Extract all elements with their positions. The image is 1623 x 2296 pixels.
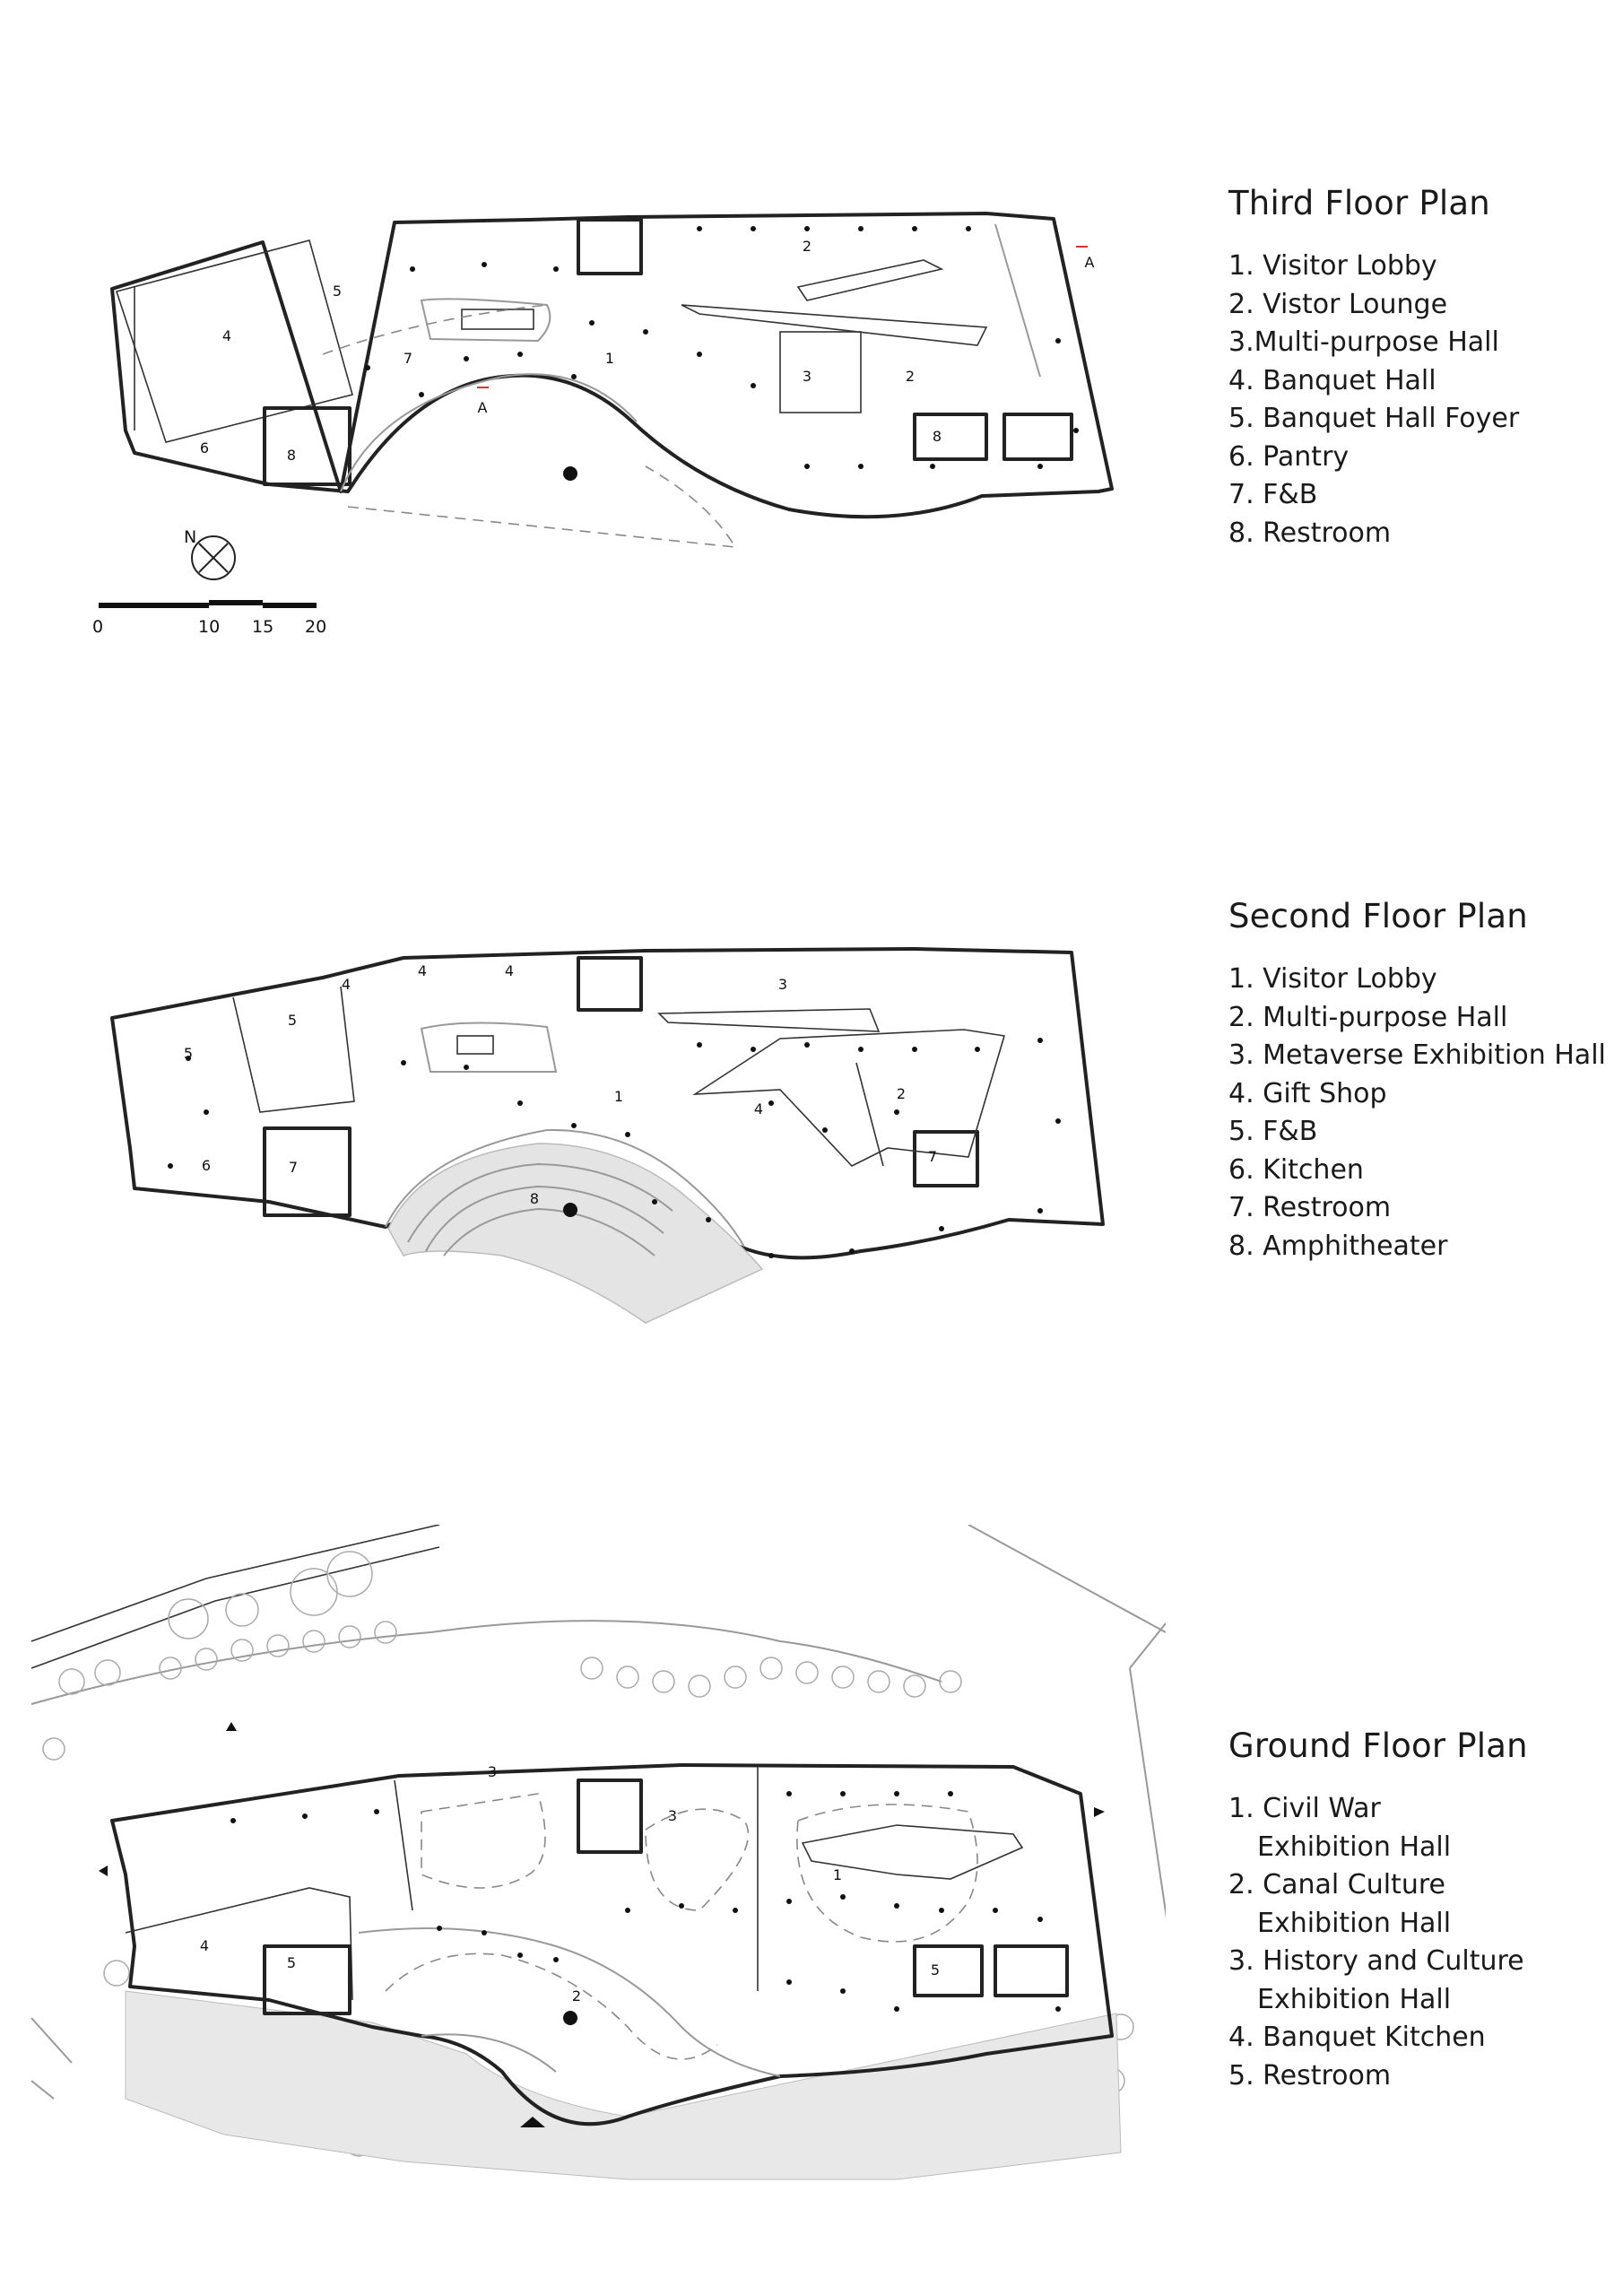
ground-room-num-5b: 5 <box>930 1961 941 1979</box>
legend-item: 8. Restroom <box>1228 517 1392 549</box>
second-room-num-4b: 4 <box>341 976 352 993</box>
legend-item: 6. Kitchen <box>1228 1153 1364 1186</box>
legend-item <box>1228 2019 1528 2057</box>
legend-item-line2: Exhibition Hall <box>1257 1983 1452 2015</box>
legend-item-line1: 5. Restroom <box>1228 2059 1392 2092</box>
stair-core-north <box>578 958 641 1010</box>
third-room-num-7: 7 <box>403 350 413 367</box>
ground-room-num-3b: 3 <box>667 1807 678 1824</box>
legend-item: 2. Vistor Lounge <box>1228 288 1448 320</box>
ground-floor-plan <box>0 1525 1623 2296</box>
north-label: N <box>184 527 197 547</box>
third-floor-columns <box>365 226 1079 469</box>
second-room-num-7a: 7 <box>288 1159 299 1176</box>
multipurpose-seating <box>780 332 861 413</box>
second-room-num-7b: 7 <box>927 1148 938 1165</box>
second-floor-title: Second Floor Plan <box>1228 897 1528 935</box>
legend-item-line1: 4. Banquet Kitchen <box>1228 2022 1486 2053</box>
section-marker-a-east: A <box>1084 254 1095 271</box>
legend-item <box>1228 2057 1528 2096</box>
second-room-num-4d: 4 <box>504 962 515 979</box>
third-room-num-6: 6 <box>199 439 210 457</box>
second-floor-legend-list <box>1228 961 1606 1265</box>
legend-item: 4. Gift Shop <box>1228 1077 1387 1109</box>
stair-core-north <box>578 220 641 274</box>
third-room-num-8a: 8 <box>286 447 297 464</box>
entry-marker-icon <box>99 1866 108 1876</box>
stair-core-north <box>578 1780 641 1852</box>
second-room-num-4a: 4 <box>753 1100 764 1118</box>
third-room-num-2b: 2 <box>905 368 916 385</box>
legend-item: 7. F&B <box>1228 479 1318 510</box>
legend-item-line2: Exhibition Hall <box>1257 1831 1452 1863</box>
amphitheater-seating <box>388 1144 762 1323</box>
second-room-num-5b: 5 <box>183 1045 194 1062</box>
third-floor-structural-column <box>563 466 577 481</box>
scale-tick-10: 10 <box>198 617 221 637</box>
third-room-num-8b: 8 <box>932 428 942 445</box>
third-room-num-1: 1 <box>604 350 615 367</box>
second-room-num-2: 2 <box>896 1085 907 1102</box>
ground-floor-columns <box>230 1791 1061 2012</box>
legend-item: 7. Restroom <box>1228 1192 1392 1223</box>
legend-item: 3. Metaverse Exhibition Hall <box>1228 1039 1606 1071</box>
legend-item-line1: 3. History and Culture <box>1228 1945 1524 1977</box>
legend-item: 2. Multi-purpose Hall <box>1228 1001 1508 1033</box>
ground-floor-structural-column <box>563 2011 577 2025</box>
legend-item: 5. F&B <box>1228 1116 1318 1147</box>
ground-floor-title: Ground Floor Plan <box>1228 1726 1528 1765</box>
legend-item: 1. Visitor Lobby <box>1228 963 1437 995</box>
restroom-core-east <box>915 1946 982 1996</box>
second-room-num-1: 1 <box>613 1088 624 1105</box>
scale-tick-0: 0 <box>92 617 104 637</box>
north-arrow-icon <box>192 536 235 579</box>
second-room-num-6: 6 <box>201 1157 212 1174</box>
scale-bar <box>99 600 317 608</box>
second-room-num-8: 8 <box>529 1190 540 1207</box>
legend-item: 1. Visitor Lobby <box>1228 250 1437 282</box>
legend-item <box>1228 1943 1528 2019</box>
restroom-core-east <box>915 1132 977 1186</box>
legend-item-line2: Exhibition Hall <box>1257 1907 1452 1939</box>
paved-plaza <box>126 1991 1121 2179</box>
scale-tick-20: 20 <box>305 617 327 637</box>
ground-floor-legend-list <box>1228 1790 1528 2095</box>
restroom-core-east <box>915 414 986 459</box>
second-room-num-4c: 4 <box>417 962 428 979</box>
scale-tick-15: 15 <box>252 617 274 637</box>
section-marker-a-west: A <box>477 399 488 416</box>
third-floor-legend-list <box>1228 248 1519 552</box>
second-room-num-5a: 5 <box>287 1012 298 1029</box>
ground-room-num-3a: 3 <box>487 1763 498 1780</box>
legend-item-line1: 1. Civil War <box>1228 1793 1381 1824</box>
second-floor-structural-column <box>563 1203 577 1217</box>
legend-item: 4. Banquet Hall <box>1228 364 1436 396</box>
restroom-core-west <box>265 408 350 484</box>
legend-item: 8. Amphitheater <box>1228 1230 1448 1262</box>
legend-item: 6. Pantry <box>1228 440 1350 473</box>
legend-item-line1: 2. Canal Culture <box>1228 1869 1445 1900</box>
ground-room-num-4: 4 <box>199 1937 210 1954</box>
entry-marker-icon <box>1094 1807 1105 1817</box>
atrium-void <box>421 299 550 341</box>
third-floor-title: Third Floor Plan <box>1228 184 1490 222</box>
third-room-num-4: 4 <box>221 327 232 344</box>
ground-floor-legend <box>1228 1726 1528 2095</box>
ground-room-num-1: 1 <box>832 1866 843 1883</box>
ground-room-num-5a: 5 <box>286 1954 297 1971</box>
second-floor-drawing <box>0 897 1166 1399</box>
ground-floor-drawing <box>0 1525 1166 2296</box>
second-floor-legend <box>1228 897 1606 1265</box>
ground-room-num-2: 2 <box>571 1987 582 2005</box>
legend-item <box>1228 1790 1528 1866</box>
legend-item: 5. Banquet Hall Foyer <box>1228 403 1520 434</box>
third-room-num-3: 3 <box>802 368 812 385</box>
third-room-num-2a: 2 <box>802 238 812 255</box>
third-floor-plan <box>0 0 1623 682</box>
third-floor-legend <box>1228 184 1519 552</box>
third-room-num-5: 5 <box>332 283 343 300</box>
third-floor-drawing <box>0 0 1166 682</box>
legend-item: 3.Multi-purpose Hall <box>1228 326 1499 358</box>
second-floor-plan <box>0 897 1623 1399</box>
second-room-num-3: 3 <box>777 976 788 993</box>
entry-marker-icon <box>226 1722 237 1731</box>
legend-item <box>1228 1866 1528 1943</box>
